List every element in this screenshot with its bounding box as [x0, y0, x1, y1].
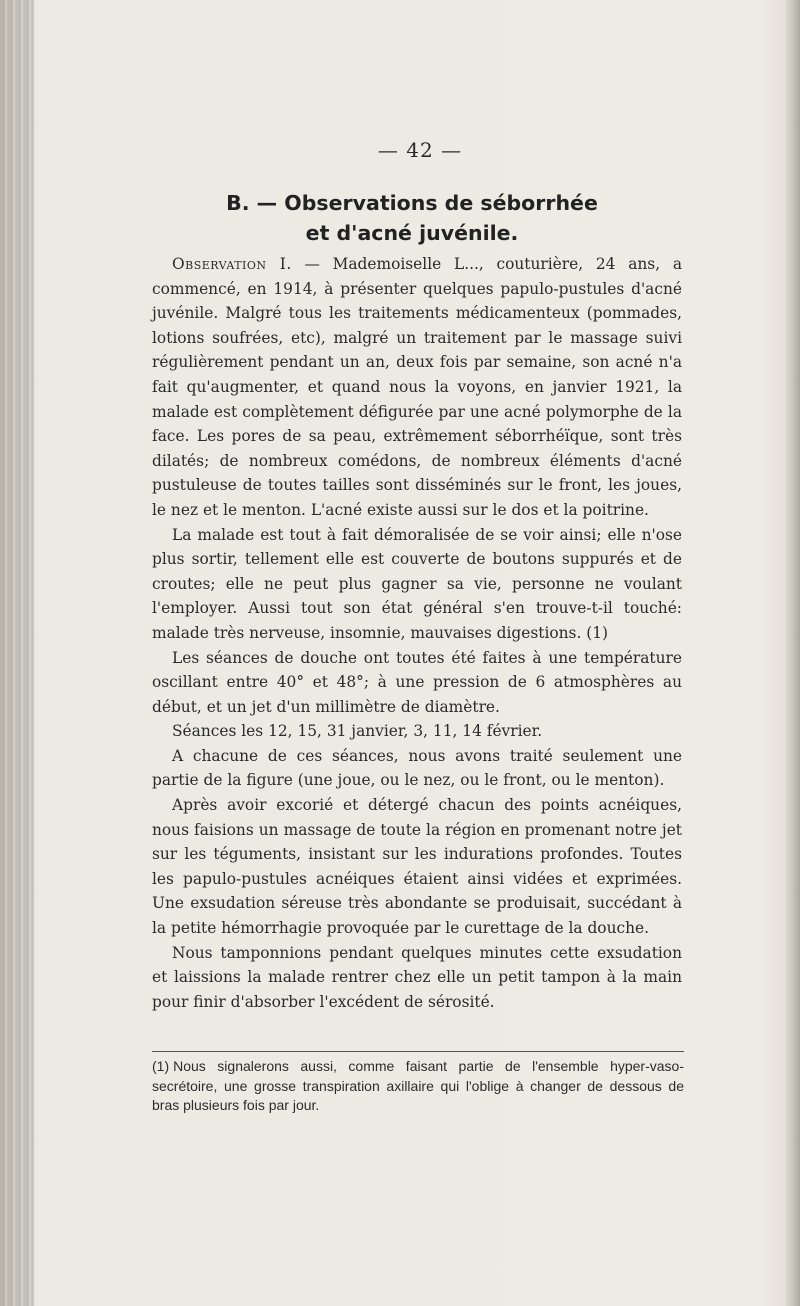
section-heading: [12, 188, 800, 248]
observation-body: [152, 252, 682, 1014]
observation-paragraph-text: — Mademoiselle L..., couturière, 24 ans, a commencé, en 1914, à présenter quelques papulo-pustules d'acné juvénile. Malgré tous les traitements médicamenteux (pommades, lotions soufrées, etc), malgré un traitement par le massage suivi régulièrement pendant un an, deux fois par semaine, son acné n'a fait qu'augmenter, et quand nous la voyons, en janvier 1921, la malade est complètement défigurée par une acné polymorphe de la face. Les pores de sa peau, extrêmement séborrhéïque, sont très dilatés; de nombreux comédons, de nombreux éléments d'acné pustuleuse de toutes tailles sont disséminés sur le front, les joues, le nez et le menton. L'acné existe aussi sur le dos et la poitrine.: [152, 255, 682, 519]
section-heading-line-2: et d'acné juvénile.: [305, 221, 519, 245]
observation-paragraph: A chacune de ces séances, nous avons traité seulement une partie de la figure (une joue, ou le nez, ou le front, ou le menton).: [152, 746, 682, 790]
section-heading-line-1: B. — Observations de séborrhée: [226, 191, 598, 215]
observation-paragraph: Les séances de douche ont toutes été faites à une température oscillant entre 40° et 48°; à une pression de 6 atmosphères au début, et un jet d'un millimètre de diamètre.: [152, 648, 682, 716]
footnote: [152, 1057, 684, 1116]
footnote-marker: (1): [152, 1058, 170, 1074]
footnote-divider: [152, 1051, 684, 1052]
observation-label: Observation I.: [172, 255, 292, 273]
observation-paragraph: Nous tamponnions pendant quelques minutes cette exsudation et laissions la malade rentrer chez elle un petit tampon à la main pour finir d'absorber l'excédent de sérosité.: [152, 943, 682, 1011]
observation-paragraph: [152, 252, 682, 523]
footnote-text: Nous signalerons aussi, comme faisant partie de l'ensemble hyper-vaso-secrétoire, une grosse transpiration axillaire qui l'oblige à changer de dessous de bras plusieurs fois par jour.: [152, 1058, 684, 1113]
observation-paragraph: Après avoir excorié et détergé chacun des points acnéiques, nous faisions un massage de toute la région en promenant notre jet sur les téguments, insistant sur les indurations profondes. Toutes les papulo-pustules acnéiques étaient ainsi vidées et exprimées. Une exsudation séreuse très abondante se produisait, succédant à la petite hémorrhagie provoquée par le curettage de la douche.: [152, 796, 682, 938]
observation-paragraph: Séances les 12, 15, 31 janvier, 3, 11, 14 février.: [172, 722, 543, 741]
page-number: — 42 —: [377, 138, 463, 162]
observation-paragraph: La malade est tout à fait démoralisée de se voir ainsi; elle n'ose plus sortir, tellement elle est couverte de boutons suppurés et de croutes; elle ne peut plus gagner sa vie, personne ne voulant l'employer. Aussi tout son état général s'en trouve-t-il touché: malade très nerveuse, insomnie, mauvaises digestions. (1): [152, 525, 682, 642]
